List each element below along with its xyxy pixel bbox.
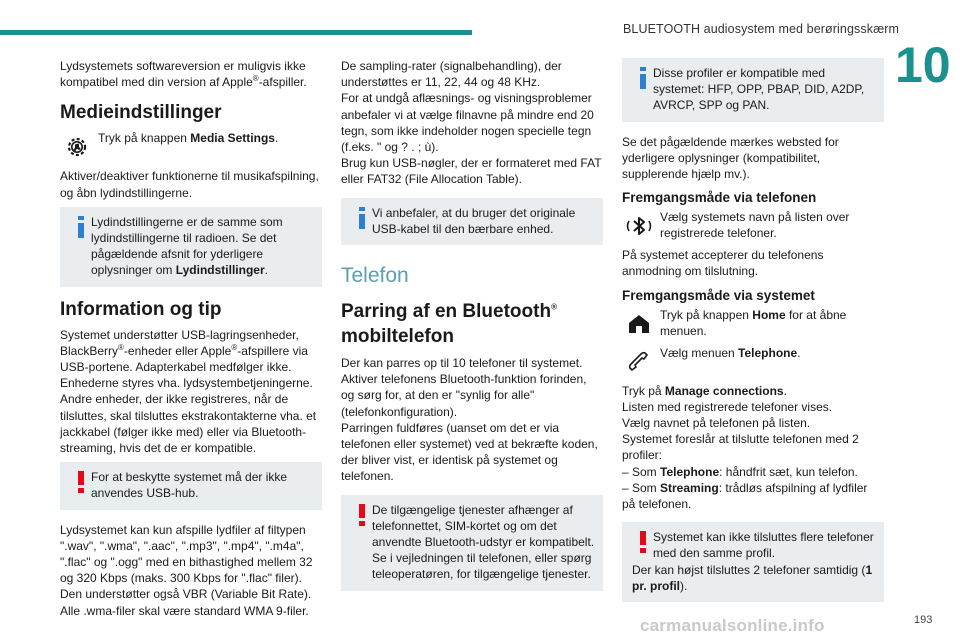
via-phone-step: Vælg systemets navn på listen over registrerede telefoner.: [622, 209, 884, 243]
info-note-sound-settings: Lydindstillingerne er de samme som lydindstillingerne til radioen. Se det pågældende afsnit for yderligere oplysninger om Lydindstillinger.: [60, 207, 322, 287]
website-paragraph: Se det pågældende mærkes websted for yderligere oplysninger (kompatibilitet, supplerende hjælp mv.).: [622, 134, 839, 182]
usb-format-paragraph: Brug kun USB-nøgler, der er formateret med FAT eller FAT32 (File Allocation Table).: [341, 156, 602, 187]
warning-note-services: De tilgængelige tjenester afhænger af telefonnettet, SIM-kortet og om det anvendte Bluetooth-udstyr er kompatibelt. Se i vejledningen til telefonen, eller spørg teleoperatøren, for tilgængelige tjenester.: [341, 495, 603, 591]
warning-icon: [71, 471, 91, 493]
warning-icon: [633, 531, 653, 553]
info-note-usb-cable: Vi anbefaler, at du bruger det originale USB-kabel til den bærbare enhed.: [341, 198, 603, 245]
section-title-via-system: Fremgangsmåde via systemet: [622, 287, 815, 303]
warning-icon: [352, 504, 372, 526]
section-title-media-settings: Medieindstillinger: [60, 102, 222, 124]
files-paragraph: Lydsystemet kan kun afspille lydfiler af filtypen ".wav", ".wma", ".aac", ".mp3", ".mp4", ".m4a", ".flac" og ".ogg" med en bithastighed mellem 32 og 320 Kbps (maks. 300 Kbps for ".flac" filer).: [60, 522, 313, 586]
home-icon: [622, 307, 656, 341]
media-settings-description: Aktiver/deaktiver funktionerne til musikafspilning, og åbn lydindstillingerne.: [60, 169, 319, 200]
via-system-line: Vælg navnet på telefonen på listen.: [622, 416, 811, 431]
info-paragraph: Andre enheder, der ikke registreres, når de tilsluttes, skal tilsluttes ekstrakontakterne vha. et jackkabel (følger ikke med) eller via Bluetooth-streaming, hvis det de er kompatible.: [60, 392, 317, 456]
pairing-paragraph: Parringen fuldføres (uanset om det er via telefonen eller systemet) ved at bekræfte koden, der bliver vist, er identisk på systemet og telefonen.: [341, 420, 598, 484]
sampling-paragraph: De sampling-rater (signalbehandling), der understøttes er 11, 22, 44 og 48 KHz.: [341, 59, 562, 90]
via-system-line: – Som Streaming: trådløs afspilning af lydfiler på telefonen.: [622, 480, 868, 512]
info-icon: [633, 67, 653, 89]
via-system-line: Systemet foreslår at tilslutte telefonen med 2 profiler:: [622, 432, 859, 463]
column-1: [60, 58, 322, 619]
pairing-paragraph: Aktiver telefonens Bluetooth-funktion forinden, og sørg for, at den er "synlig for alle" (telefonkonfiguration).: [341, 372, 587, 419]
watermark-text: carmanualsonline.info: [640, 616, 825, 635]
intro-paragraph: Lydsystemets softwareversion er muligvis ikke kompatibel med din version af Apple®-afspiller.: [60, 59, 307, 90]
chapter-number: 10: [895, 37, 951, 93]
info-paragraph: Systemet understøtter USB-lagringsenheder, BlackBerry®-enheder eller Apple®-afspillere via USB-portene. Adapterkabel medfølger ikke.: [60, 327, 308, 375]
via-system-step-telephone: Vælg menuen Telephone.: [622, 345, 884, 379]
via-phone-paragraph: På systemet accepterer du telefonens anmodning om tilslutning.: [622, 248, 824, 279]
header-accent-bar: [0, 30, 472, 35]
bluetooth-icon: [622, 209, 656, 243]
via-system-line: Tryk på Manage connections.: [622, 383, 787, 398]
info-icon: [352, 207, 372, 229]
media-settings-gear-icon: [60, 130, 94, 164]
media-settings-step: Tryk på knappen Media Settings.: [60, 130, 322, 164]
section-title-telefon: Telefon: [341, 264, 409, 288]
section-title-information-tips: Information og tip: [60, 298, 222, 320]
section-title-bluetooth-pairing: Parring af en Bluetooth® mobiltelefon: [341, 301, 557, 348]
page-header-title: BLUETOOTH audiosystem med berøringsskærm: [623, 22, 900, 36]
info-note-profiles: Disse profiler er kompatible med systemet: HFP, OPP, PBAP, DID, A2DP, AVRCP, SPP og PAN.: [622, 58, 884, 122]
filename-paragraph: For at undgå aflæsnings- og visningsproblemer anbefaler vi at vælge filnavne på mindre end 20 tegn, som ikke indeholder nogen specielle tegn (f.eks. " og ? . ; ù).: [341, 91, 594, 155]
warning-note-usb-hub: For at beskytte systemet må der ikke anvendes USB-hub.: [60, 462, 322, 509]
warning-note-profiles-limit: Systemet kan ikke tilsluttes flere telefoner med den samme profil. Der kan højst tilsluttes 2 telefoner samtidig (1 pr. profil).: [622, 522, 884, 602]
page-number: 193: [914, 614, 933, 626]
via-system-line: – Som Telephone: håndfrit sæt, kun telefon.: [622, 464, 858, 479]
files-paragraph: Alle .wma-filer skal være standard WMA 9-filer.: [60, 603, 309, 618]
via-system-step-home: Tryk på knappen Home for at åbne menuen.: [622, 307, 884, 341]
telephone-handset-icon: [622, 345, 656, 379]
pairing-paragraph: Der kan parres op til 10 telefoner til systemet.: [341, 356, 583, 371]
column-3: [622, 58, 884, 614]
via-system-line: Listen med registrerede telefoner vises.: [622, 399, 833, 414]
section-title-via-phone: Fremgangsmåde via telefonen: [622, 190, 817, 206]
info-icon: [71, 216, 91, 238]
column-2: [341, 58, 603, 603]
files-paragraph: Den understøtter også VBR (Variable Bit Rate).: [60, 587, 312, 602]
info-paragraph: Enhederne styres vha. lydsystembetjeningerne.: [60, 376, 313, 391]
